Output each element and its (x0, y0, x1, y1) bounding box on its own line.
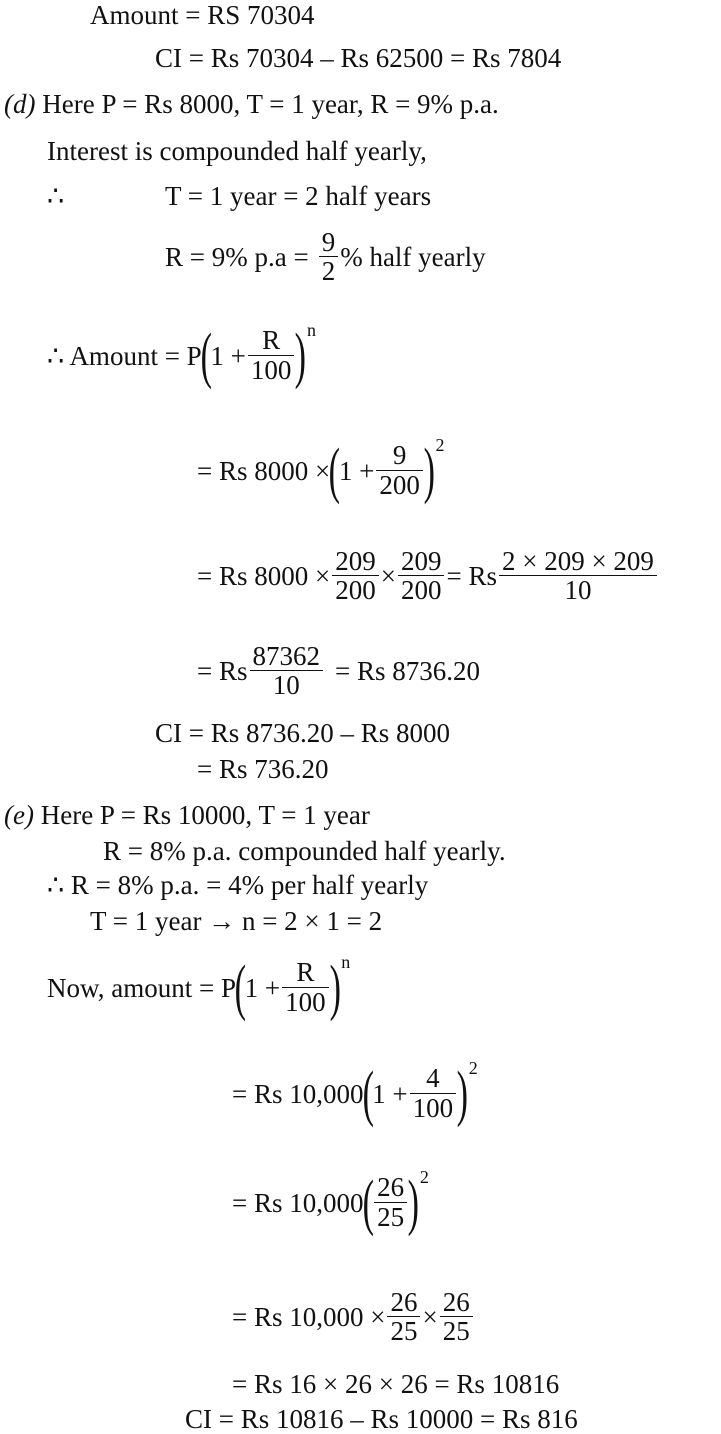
part-e-statement (4, 802, 370, 829)
fraction-numerator: 87362 (252, 641, 320, 671)
fraction-denominator: 10 (250, 670, 324, 701)
twentysix-over-25 (374, 1173, 407, 1232)
part-e-rate: R = 8% p.a. compounded half yearly. (103, 836, 506, 866)
fraction-denominator: 25 (440, 1316, 473, 1347)
ci-line-d: CI = Rs 8736.20 – Rs 8000 (155, 718, 451, 748)
fraction-numerator: 9 (321, 227, 336, 257)
fraction-a (387, 1288, 420, 1347)
ci-result-d: = Rs 736.20 (197, 754, 329, 784)
fraction-numerator: 26 (377, 1172, 405, 1203)
fraction-denominator: 100 (282, 987, 329, 1018)
r-over-100 (282, 958, 329, 1017)
right-paren: ) (456, 1060, 469, 1128)
left-paren: ( (200, 322, 212, 390)
nine-over-200 (376, 441, 423, 500)
fraction-numerator: 26 (442, 1287, 470, 1317)
four-over-100 (410, 1064, 457, 1123)
part-d-rate (165, 228, 486, 287)
fraction-numerator: 9 (392, 440, 407, 471)
one-plus: 1 + (372, 1078, 408, 1109)
fraction-numerator: 2 × 209 × 209 (501, 546, 654, 576)
part-e-half-rate: ∴ R = 8% p.a. = 4% per half yearly (47, 870, 429, 900)
right-paren: ) (407, 1169, 420, 1237)
fraction-b (398, 547, 445, 606)
step-result: = Rs 8736.20 (335, 656, 480, 687)
ci-result-e: CI = Rs 10816 – Rs 10000 = Rs 816 (185, 1404, 578, 1434)
amount-formula-e (47, 952, 351, 1022)
fraction-denominator: 25 (387, 1316, 420, 1347)
left-paren: ( (328, 437, 341, 505)
one-plus: 1 + (210, 340, 246, 371)
amount-step-3-d (197, 642, 480, 701)
one-plus: 1 + (338, 455, 375, 486)
fraction-numerator: 26 (390, 1287, 418, 1317)
part-d-time: T = 1 year = 2 half years (165, 181, 432, 211)
therefore-symbol: ∴ (47, 181, 65, 211)
left-paren: ( (362, 1060, 374, 1128)
fraction-numerator: 4 (426, 1063, 440, 1094)
step-prefix: = Rs 8000 × (197, 561, 331, 592)
exponent: n (306, 320, 316, 340)
fraction-result (250, 642, 324, 701)
exponent: 2 (419, 1167, 429, 1187)
amount-step-2-e (232, 1167, 429, 1237)
fraction-denominator: 2 (319, 256, 339, 287)
right-paren: ) (423, 437, 435, 505)
amount-step-3-e (232, 1288, 475, 1347)
amount-line: Amount = RS 70304 (90, 0, 315, 30)
amount-result-e: = Rs 16 × 26 × 26 = Rs 10816 (232, 1369, 560, 1399)
right-paren: ) (294, 322, 307, 390)
fraction-numerator: R (296, 957, 315, 988)
part-e-marker: (e) (4, 800, 34, 830)
fraction-a (332, 547, 379, 606)
ci-line-c: CI = Rs 70304 – Rs 62500 = Rs 7804 (155, 43, 562, 73)
left-paren: ( (234, 954, 246, 1022)
amount-step-1-e (232, 1058, 478, 1128)
times-sign: × (380, 561, 396, 592)
times-sign: × (422, 1302, 438, 1333)
step-prefix: = Rs 8000 × (197, 455, 331, 486)
fraction-numerator: 209 (400, 546, 442, 576)
part-d-marker: (d) (4, 89, 36, 119)
amount-step-2-d (197, 547, 659, 606)
formula-prefix: Now, amount = P (47, 972, 236, 1003)
fraction-denominator: 100 (410, 1093, 457, 1124)
amount-formula-d (47, 320, 316, 390)
fraction-denominator: 100 (248, 355, 295, 386)
left-paren: ( (362, 1169, 374, 1237)
part-d-note: Interest is compounded half yearly, (47, 136, 427, 166)
fraction-denominator: 10 (499, 575, 657, 606)
one-plus: 1 + (244, 972, 281, 1003)
step-prefix: = Rs 10,000 (232, 1078, 364, 1109)
rate-fraction (319, 228, 339, 287)
fraction-c (499, 547, 657, 606)
rate-suffix: % half yearly (340, 242, 486, 273)
fraction-numerator: 209 (335, 546, 376, 576)
formula-prefix: ∴ Amount = P (47, 340, 202, 371)
fraction-denominator: 25 (374, 1202, 407, 1233)
fraction-denominator: 200 (398, 575, 445, 606)
part-d-statement (4, 91, 499, 118)
part-e-periods: T = 1 year → n = 2 × 1 = 2 (90, 906, 383, 936)
step-prefix: = Rs (197, 656, 248, 687)
part-e-given: Here P = Rs 10000, T = 1 year (40, 800, 370, 830)
step-prefix: = Rs 10,000 × (232, 1302, 386, 1333)
step-prefix: = Rs 10,000 (232, 1187, 364, 1218)
exponent: 2 (435, 435, 445, 455)
fraction-numerator: R (262, 325, 281, 356)
exponent: 2 (468, 1058, 478, 1078)
amount-step-1-d (197, 435, 445, 505)
right-paren: ) (329, 954, 341, 1022)
fraction-denominator: 200 (376, 470, 423, 501)
r-over-100 (248, 326, 295, 385)
fraction-b (440, 1288, 473, 1347)
exponent: n (341, 952, 351, 972)
equals-rs: = Rs (446, 561, 497, 592)
rate-prefix: R = 9% p.a = (165, 242, 309, 273)
part-d-given: Here P = Rs 8000, T = 1 year, R = 9% p.a. (42, 89, 499, 119)
fraction-denominator: 200 (332, 575, 379, 606)
